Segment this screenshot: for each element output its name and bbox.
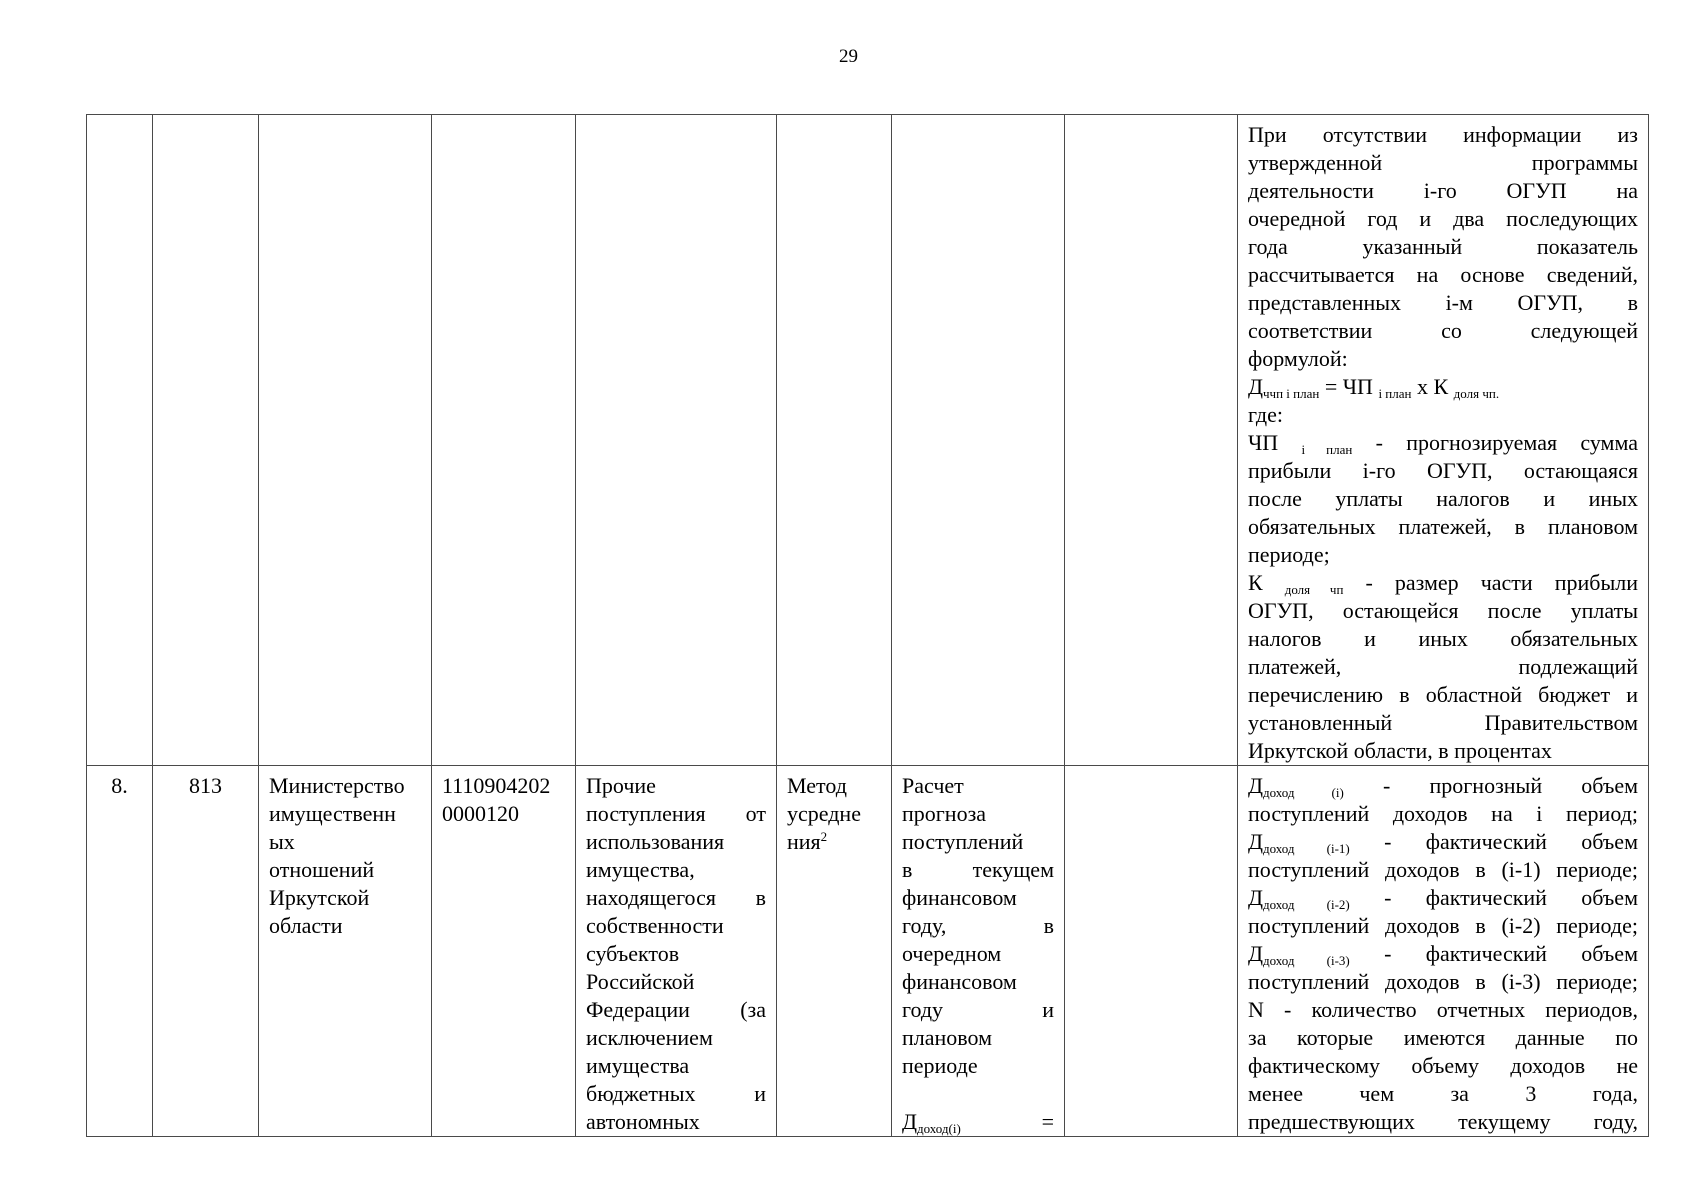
text-line: менее чем за 3 года, [1248, 1081, 1638, 1106]
text-line: в текущем [902, 857, 1054, 882]
text-line: собственности [586, 913, 724, 938]
cell-administrator [259, 115, 432, 766]
text-line: При отсутствии информации из [1248, 122, 1638, 147]
cell-revenue-name [576, 766, 777, 1137]
text-line: исключением [586, 1025, 713, 1050]
cell-kbk [432, 766, 576, 1137]
text-line: деятельности i-го ОГУП на [1248, 178, 1638, 203]
text-line: обязательных платежей, в плановом [1248, 514, 1638, 539]
footnote-marker: 2 [820, 829, 828, 844]
text-line: года указанный показатель [1248, 234, 1638, 259]
calc-formula: $Д_{доход(i)}$ = [902, 1109, 1054, 1136]
text-line: платежей, подлежащий [1248, 654, 1638, 679]
text-line: очередной год и два последующих [1248, 206, 1638, 231]
text-line: Российской [586, 969, 695, 994]
text-line: Иркутской [269, 885, 370, 910]
text-line: автономных [586, 1109, 700, 1134]
cell-description [1238, 115, 1649, 766]
formula-line: $Д_{ччп i план}$ = ЧП $_{i план}$ х К $_{доля чп.}$ [1248, 374, 1500, 401]
cell-number [87, 115, 153, 766]
text-line: налогов и иных обязательных [1248, 626, 1638, 651]
cell-administrator [259, 766, 432, 1137]
text-line: поступления от [586, 801, 766, 826]
text-line: Федерации (за [586, 997, 766, 1022]
text-line: 1110904202 [442, 773, 551, 798]
definition-line: поступлений доходов в (i-1) периоде; [1248, 857, 1638, 882]
text-line: 0000120 [442, 801, 519, 826]
cell-formula [1065, 115, 1238, 766]
text-line: рассчитывается на основе сведений, [1248, 262, 1638, 287]
text-line: формулой: [1248, 346, 1348, 371]
cell-method [777, 115, 892, 766]
text-line: плановом [902, 1025, 993, 1050]
text-line: утвержденной программы [1248, 150, 1638, 175]
text-line: перечислению в областной бюджет и [1248, 682, 1638, 707]
cell-method: Метод усредне ния$^2$ [777, 766, 892, 1137]
text-line: финансовом [902, 969, 1017, 994]
definition-line: $Д_{доход (i-1)}$ - фактический объем [1248, 829, 1638, 856]
text-line: фактическому объему доходов не [1248, 1053, 1638, 1078]
text-line: прибыли i-го ОГУП, остающаяся [1248, 458, 1638, 483]
text-line: установленный Правительством [1248, 710, 1638, 735]
text-line: периоде [902, 1053, 978, 1078]
text-line: имущества, [586, 857, 695, 882]
cell-number: 8. [87, 766, 153, 1137]
text-line: бюджетных и [586, 1081, 766, 1106]
cell-calculation [892, 115, 1065, 766]
text-line: очередном [902, 941, 1002, 966]
table-row [87, 766, 1649, 1137]
text-line: имущества [586, 1053, 690, 1078]
text-line: находящегося в [586, 885, 766, 910]
text-line: представленных i-м ОГУП, в [1248, 290, 1638, 315]
text-line: Расчет [902, 773, 964, 798]
cell-description [1238, 766, 1649, 1137]
methodology-table [86, 114, 1649, 1137]
k-definition [1248, 597, 1638, 765]
text-line: году, в [902, 913, 1054, 938]
table-row [87, 115, 1649, 766]
cell-calculation [892, 766, 1065, 1137]
text-line: предшествующих текущему году, [1248, 1109, 1638, 1134]
cell-code [153, 115, 259, 766]
cell-kbk [432, 115, 576, 766]
where-label: где: [1248, 402, 1283, 427]
definition-line: $Д_{доход (i-3)}$ - фактический объем [1248, 941, 1638, 968]
chp-definition [1248, 457, 1638, 569]
text-line: отношений [269, 857, 375, 882]
cell-revenue-name [576, 115, 777, 766]
k-definition-first: К $_{доля чп}$ - размер части прибыли [1248, 570, 1639, 597]
description-text [1248, 121, 1638, 373]
text-line: N - количество отчетных периодов, [1248, 997, 1638, 1022]
text-line: соответствии со следующей [1248, 318, 1638, 343]
text-line: использования [586, 829, 725, 854]
definition-line: поступлений доходов в (i-3) периоде; [1248, 969, 1638, 994]
text-line: после уплаты налогов и иных [1248, 486, 1638, 511]
chp-definition-first: ЧП $_{i план}$ - прогнозируемая сумма [1248, 430, 1639, 457]
text-line: ОГУП, остающейся после уплаты [1248, 598, 1638, 623]
text-line: области [269, 913, 343, 938]
text-line: поступлений [902, 829, 1024, 854]
text-line: субъектов [586, 941, 680, 966]
definition-line: поступлений доходов на i период; [1248, 801, 1638, 826]
cell-code: 813 [153, 766, 259, 1137]
text-line: Иркутской области, в процентах [1248, 738, 1552, 763]
page-number: 29 [839, 46, 858, 67]
text-line: имущественн [269, 801, 396, 826]
text-line: прогноза [902, 801, 987, 826]
text-line: за которые имеются данные по [1248, 1025, 1638, 1050]
text-line: Министерство [269, 773, 405, 798]
text-line: финансовом [902, 885, 1017, 910]
text-line: ых [269, 829, 295, 854]
definition-line: $Д_{доход (i)}$ - прогнозный объем [1248, 773, 1639, 800]
text-line: году и [902, 997, 1054, 1022]
cell-formula [1065, 766, 1238, 1137]
text-line: периоде; [1248, 542, 1330, 567]
definition-line: $Д_{доход (i-2)}$ - фактический объем [1248, 885, 1638, 912]
definition-line: поступлений доходов в (i-2) периоде; [1248, 913, 1638, 938]
text-line: Прочие [586, 773, 656, 798]
